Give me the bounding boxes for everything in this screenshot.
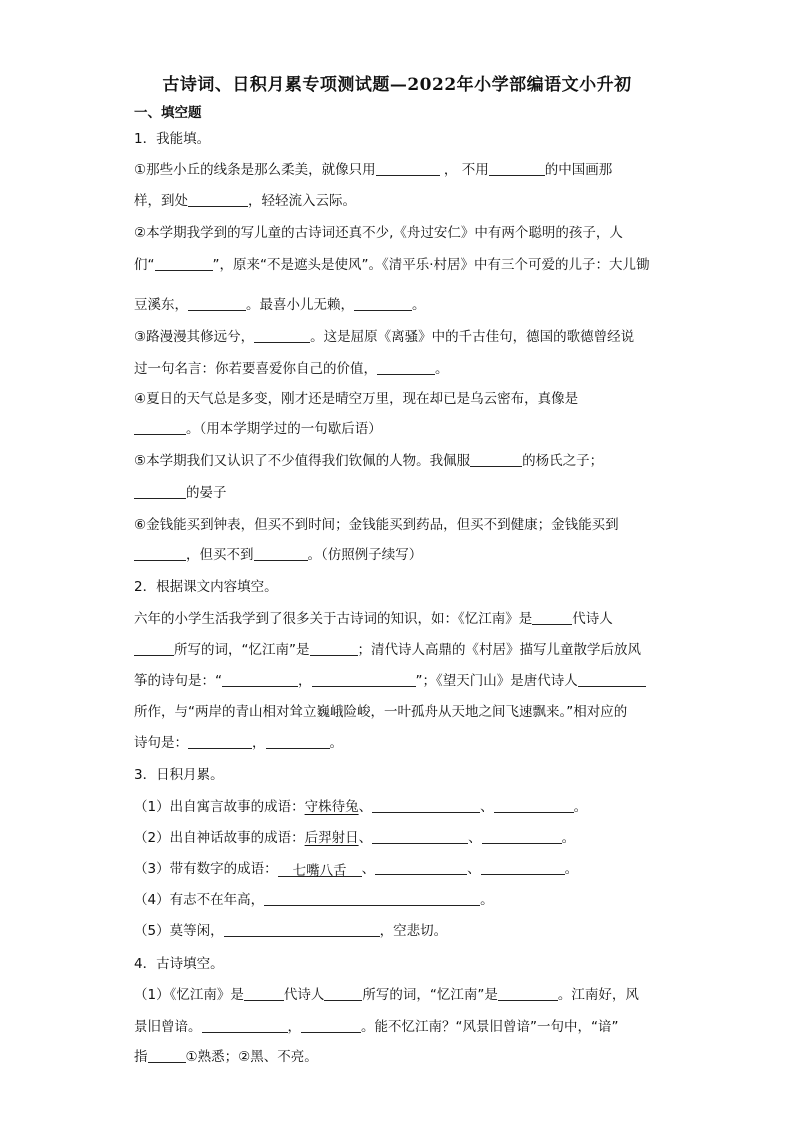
- blank[interactable]: [324, 986, 362, 1001]
- q3-line-1: （1）出自寓言故事的成语：守株待兔、 、 。: [134, 799, 588, 815]
- q1-line-10: ⑤本学期我们又认识了不少值得我们钦佩的人物。我佩服 的杨氏之子；: [134, 453, 604, 469]
- blank[interactable]: [148, 1048, 186, 1063]
- blank[interactable]: [310, 641, 358, 656]
- q3-line-5: （5）莫等闲， ，空悲切。: [134, 923, 448, 939]
- blank[interactable]: [301, 1018, 361, 1033]
- question-1-heading: 1．我能填。: [134, 131, 211, 147]
- blank[interactable]: [312, 672, 416, 687]
- blank[interactable]: [134, 641, 174, 656]
- q2-line-2: 所写的词，“忆江南”是 ；清代诗人高鼎的《村居》描写儿童散学后放风: [134, 641, 641, 659]
- q3-line-3: （3）带有数字的成语： 七嘴八舌 、 、 。: [134, 861, 579, 879]
- blank[interactable]: [266, 734, 330, 749]
- blank[interactable]: [188, 192, 248, 207]
- example-idiom: 后羿射日: [304, 830, 359, 846]
- blank[interactable]: [376, 161, 440, 176]
- example-idiom: 守株待兔: [304, 799, 359, 815]
- blank[interactable]: [377, 360, 435, 375]
- q1-line-9: 。（用本学期学过的一句歇后语）: [134, 420, 382, 438]
- blank[interactable]: [375, 860, 467, 875]
- q2-line-1: 六年的小学生活我学到了很多关于古诗词的知识，如：《忆江南》是 代诗人: [134, 611, 613, 627]
- q1-line-8: ④夏日的天气总是多变，刚才还是晴空万里，现在却已是乌云密布，真像是: [134, 391, 579, 407]
- q1-line-12: ⑥金钱能买到钟表，但买不到时间；金钱能买到药品，但买不到健康；金钱能买到: [134, 517, 619, 533]
- blank[interactable]: [372, 798, 480, 813]
- q2-line-4: 所作，与“两岸的青山相对耸立巍峨险峻，一叶孤舟从天地之间飞速飘来。”相对应的: [134, 704, 628, 720]
- blank[interactable]: [498, 986, 558, 1001]
- q2-line-5: 诗句是： ， 。: [134, 735, 343, 751]
- page-title: 古诗词、日积月累专项测试题—2022年小学部编语文小升初: [162, 75, 632, 95]
- question-4-heading: 4．古诗填空。: [134, 956, 224, 972]
- q3-line-4: （4）有志不在年高， 。: [134, 892, 494, 908]
- blank[interactable]: [134, 484, 186, 499]
- question-3-heading: 3．日积月累。: [134, 767, 224, 783]
- q4-line-1: （1）《忆江南》是 代诗人 所写的词，“忆江南”是 。江南好，风: [134, 987, 639, 1003]
- blank[interactable]: [494, 798, 574, 813]
- q1-line-5: 豆溪东， 。最喜小儿无赖， 。: [134, 297, 426, 313]
- blank[interactable]: [202, 1018, 288, 1033]
- q1-line-11: 的晏子: [134, 484, 227, 502]
- q3-line-2: （2）出自神话故事的成语：后羿射日、 、 。: [134, 830, 576, 846]
- blank[interactable]: [482, 829, 562, 844]
- blank[interactable]: [188, 296, 246, 311]
- q1-line-1: ①那些小丘的线条是那么柔美，就像只用 ， 不用 的中国画那: [134, 162, 613, 178]
- q1-line-4: 们“ ”，原来“不是遮头是使风”。《清平乐·村居》中有三个可爱的儿子：大儿锄: [134, 257, 650, 273]
- blank[interactable]: [222, 672, 298, 687]
- blank[interactable]: [188, 734, 252, 749]
- q1-line-13: ，但买不到 。（仿照例子续写）: [134, 546, 422, 564]
- blank[interactable]: [489, 161, 545, 176]
- section-heading: 一、填空题: [134, 105, 202, 121]
- q1-line-6: ③路漫漫其修远兮， 。这是屈原《离骚》中的千古佳句，德国的歌德曾经说: [134, 329, 635, 345]
- blank[interactable]: [244, 986, 284, 1001]
- blank[interactable]: [354, 296, 412, 311]
- q4-line-2: 景旧曾谙。 ， 。能不忆江南？“风景旧曾谙”一句中，“谙”: [134, 1019, 619, 1035]
- blank[interactable]: [470, 452, 522, 467]
- blank[interactable]: [155, 256, 213, 271]
- q1-line-7: 过一句名言：你若要喜爱你自己的价值， 。: [134, 361, 449, 377]
- question-2-heading: 2．根据课文内容填空。: [134, 579, 278, 595]
- q4-line-3: 指 ①熟悉；②黑、不亮。: [134, 1049, 318, 1065]
- example-idiom: 七嘴八舌: [278, 862, 362, 877]
- q2-line-3: 筝的诗句是：“ ， ”；《望天门山》是唐代诗人: [134, 672, 646, 690]
- blank[interactable]: [264, 891, 480, 906]
- blank[interactable]: [578, 672, 646, 687]
- blank[interactable]: [134, 420, 186, 435]
- blank[interactable]: [134, 546, 186, 561]
- blank[interactable]: [481, 860, 565, 875]
- blank[interactable]: [372, 829, 468, 844]
- blank[interactable]: [254, 546, 308, 561]
- blank[interactable]: [224, 922, 380, 937]
- blank[interactable]: [254, 328, 310, 343]
- blank[interactable]: [532, 610, 572, 625]
- q1-line-3: ②本学期我学到的写儿童的古诗词还真不少,《舟过安仁》中有两个聪明的孩子，人: [134, 225, 623, 241]
- q1-line-2: 样，到处 ，轻轻流入云际。: [134, 193, 356, 209]
